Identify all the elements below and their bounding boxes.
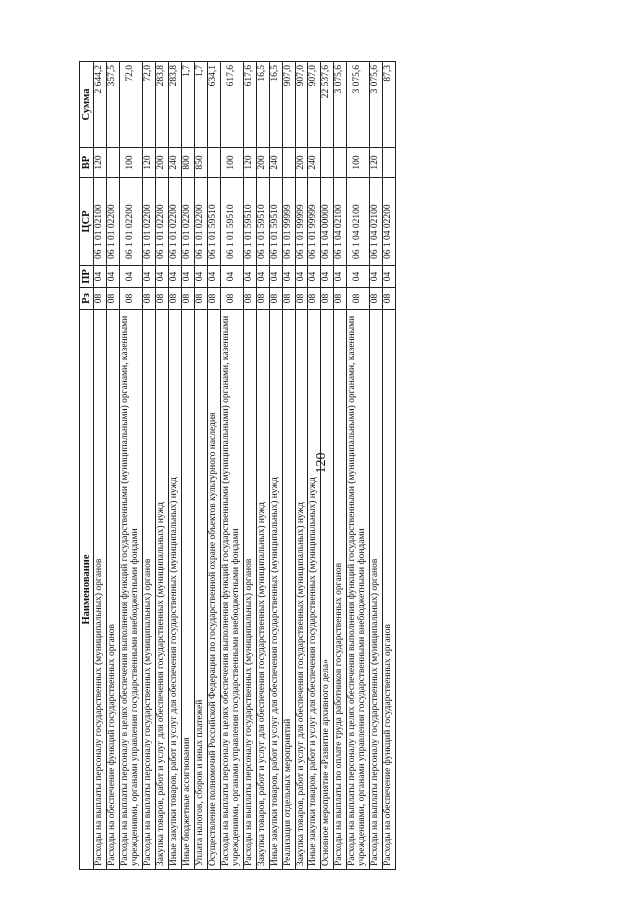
cell-csr: 06 1 04 02100 [334, 178, 347, 266]
cell-csr: 06 1 01 99999 [295, 178, 308, 266]
cell-sum: 283,8 [155, 62, 168, 148]
header-pr: ПР [80, 266, 94, 288]
cell-pr: 04 [295, 266, 308, 288]
cell-vr [321, 148, 334, 178]
table-row [155, 62, 168, 870]
cell-csr: 06 1 01 02200 [119, 178, 142, 266]
cell-vr: 120 [370, 148, 383, 178]
table-header-row [80, 62, 94, 870]
cell-name: Расходы на обеспечение функций государственных органов [383, 310, 396, 870]
cell-rz: 08 [168, 288, 181, 310]
cell-csr: 06 1 01 02200 [181, 178, 194, 266]
cell-pr: 04 [321, 266, 334, 288]
cell-rz: 08 [282, 288, 295, 310]
table-row [321, 62, 334, 870]
cell-vr: 120 [94, 148, 107, 178]
cell-pr: 04 [370, 266, 383, 288]
cell-name: Иные бюджетные ассигнования [181, 310, 194, 870]
cell-sum: 907,0 [282, 62, 295, 148]
cell-rz: 08 [269, 288, 282, 310]
cell-csr: 06 1 01 02200 [194, 178, 207, 266]
cell-sum: 907,0 [295, 62, 308, 148]
cell-csr: 06 1 01 02200 [142, 178, 155, 266]
cell-vr: 240 [269, 148, 282, 178]
cell-vr [207, 148, 220, 178]
cell-pr: 04 [347, 266, 370, 288]
cell-csr: 06 1 04 02200 [383, 178, 396, 266]
table-row [168, 62, 181, 870]
cell-rz: 08 [256, 288, 269, 310]
cell-sum: 3 075,6 [347, 62, 370, 148]
cell-rz: 08 [334, 288, 347, 310]
table-row [181, 62, 194, 870]
header-vr: ВР [80, 148, 94, 178]
cell-pr: 04 [142, 266, 155, 288]
table-row [220, 62, 243, 870]
cell-pr: 04 [256, 266, 269, 288]
cell-rz: 08 [347, 288, 370, 310]
cell-csr: 06 1 01 59510 [269, 178, 282, 266]
cell-name: Расходы на выплаты персоналу государственных (муниципальных) органов [370, 310, 383, 870]
table-row [334, 62, 347, 870]
cell-name: Расходы на выплаты персоналу государственных (муниципальных) органов [142, 310, 155, 870]
table-row [106, 62, 119, 870]
table-row [207, 62, 220, 870]
cell-vr: 200 [155, 148, 168, 178]
cell-pr: 04 [155, 266, 168, 288]
cell-name: Иные закупки товаров, работ и услуг для обеспечения государственных (муниципальных) нужд [269, 310, 282, 870]
cell-csr: 06 1 01 02100 [94, 178, 107, 266]
cell-sum: 1,7 [181, 62, 194, 148]
cell-rz: 08 [295, 288, 308, 310]
header-sum: Сумма [80, 62, 94, 148]
cell-name: Основное мероприятие «Развитие архивного дела» [321, 310, 334, 870]
table-row [119, 62, 142, 870]
table-row [194, 62, 207, 870]
cell-vr: 240 [308, 148, 321, 178]
cell-name: Иные закупки товаров, работ и услуг для обеспечения государственных (муниципальных) нужд [308, 310, 321, 870]
cell-name: Расходы на выплаты персоналу в целях обеспечения выполнения функций государственными (муниципальными) органами, казенными учреждениями, органами управления государственными внебюджетными фондами [220, 310, 243, 870]
cell-rz: 08 [181, 288, 194, 310]
table-row [243, 62, 256, 870]
cell-vr: 120 [243, 148, 256, 178]
cell-rz: 08 [321, 288, 334, 310]
cell-rz: 08 [194, 288, 207, 310]
cell-sum: 22 537,6 [321, 62, 334, 148]
cell-sum: 1,7 [194, 62, 207, 148]
cell-rz: 08 [220, 288, 243, 310]
cell-name: Закупка товаров, работ и услуг для обеспечения государственных (муниципальных) нужд [155, 310, 168, 870]
cell-name: Расходы на обеспечение функций государственных органов [106, 310, 119, 870]
table-row [282, 62, 295, 870]
cell-csr: 06 1 01 02200 [106, 178, 119, 266]
cell-pr: 04 [106, 266, 119, 288]
cell-name: Уплата налогов, сборов и иных платежей [194, 310, 207, 870]
cell-rz: 08 [370, 288, 383, 310]
cell-vr: 100 [347, 148, 370, 178]
cell-vr: 200 [295, 148, 308, 178]
page-number: 120 [314, 452, 329, 474]
cell-vr: 100 [220, 148, 243, 178]
table-row [256, 62, 269, 870]
table-row [347, 62, 370, 870]
cell-vr: 850 [194, 148, 207, 178]
cell-csr: 06 1 01 59510 [207, 178, 220, 266]
cell-rz: 08 [383, 288, 396, 310]
cell-sum: 283,8 [168, 62, 181, 148]
cell-pr: 04 [282, 266, 295, 288]
cell-csr: 06 1 01 59510 [220, 178, 243, 266]
cell-pr: 04 [220, 266, 243, 288]
cell-rz: 08 [94, 288, 107, 310]
cell-sum: 2 644,2 [94, 62, 107, 148]
cell-pr: 04 [168, 266, 181, 288]
cell-name: Расходы на выплаты персоналу в целях обеспечения выполнения функций государственными (муниципальными) органами, казенными учреждениями, органами управления государственными внебюджетными фондами [119, 310, 142, 870]
cell-rz: 08 [243, 288, 256, 310]
cell-pr: 04 [269, 266, 282, 288]
header-csr: ЦСР [80, 178, 94, 266]
cell-csr: 06 1 04 00000 [321, 178, 334, 266]
cell-name: Закупка товаров, работ и услуг для обеспечения государственных (муниципальных) нужд [295, 310, 308, 870]
cell-vr: 240 [168, 148, 181, 178]
cell-sum: 634,1 [207, 62, 220, 148]
cell-name: Расходы на выплаты персоналу в целях обеспечения выполнения функций государственными (муниципальными) органами, казенными учреждениями, органами управления государственными внебюджетными фондами [347, 310, 370, 870]
table-row [308, 62, 321, 870]
cell-csr: 06 1 01 99999 [308, 178, 321, 266]
cell-csr: 06 1 01 59510 [256, 178, 269, 266]
table-row [269, 62, 282, 870]
cell-name: Реализация отдельных мероприятий [282, 310, 295, 870]
cell-sum: 357,5 [106, 62, 119, 148]
cell-name: Иные закупки товаров, работ и услуг для обеспечения государственных (муниципальных) нужд [168, 310, 181, 870]
cell-vr: 800 [181, 148, 194, 178]
cell-name: Расходы на выплаты по оплате труда работников государственных органов [334, 310, 347, 870]
cell-pr: 04 [383, 266, 396, 288]
cell-csr: 06 1 01 59510 [243, 178, 256, 266]
cell-name: Осуществление полномочий Российской Федерации по государственной охране объектов культурного наследия [207, 310, 220, 870]
cell-sum: 907,0 [308, 62, 321, 148]
table-row [383, 62, 396, 870]
cell-sum: 87,3 [383, 62, 396, 148]
cell-pr: 04 [181, 266, 194, 288]
cell-vr [334, 148, 347, 178]
header-name: Наименование [80, 310, 94, 870]
cell-vr [282, 148, 295, 178]
table-body [94, 62, 396, 870]
budget-table [79, 61, 396, 870]
cell-sum: 3 075,6 [334, 62, 347, 148]
cell-pr: 04 [334, 266, 347, 288]
table-row [94, 62, 107, 870]
cell-pr: 04 [207, 266, 220, 288]
cell-name: Расходы на выплаты персоналу государственных (муниципальных) органов [243, 310, 256, 870]
cell-sum: 72,0 [142, 62, 155, 148]
table-row [295, 62, 308, 870]
cell-sum: 617,6 [243, 62, 256, 148]
cell-vr [106, 148, 119, 178]
cell-rz: 08 [308, 288, 321, 310]
header-rz: Рз [80, 288, 94, 310]
cell-name: Закупка товаров, работ и услуг для обеспечения государственных (муниципальных) нужд [256, 310, 269, 870]
cell-csr: 06 1 01 02200 [155, 178, 168, 266]
cell-csr: 06 1 01 99999 [282, 178, 295, 266]
cell-sum: 16,5 [256, 62, 269, 148]
cell-sum: 617,6 [220, 62, 243, 148]
cell-rz: 08 [155, 288, 168, 310]
cell-csr: 06 1 01 02200 [168, 178, 181, 266]
cell-rz: 08 [119, 288, 142, 310]
cell-pr: 04 [308, 266, 321, 288]
cell-vr: 120 [142, 148, 155, 178]
cell-rz: 08 [142, 288, 155, 310]
cell-sum: 3 075,6 [370, 62, 383, 148]
table-row [370, 62, 383, 870]
cell-vr: 200 [256, 148, 269, 178]
cell-pr: 04 [94, 266, 107, 288]
cell-rz: 08 [106, 288, 119, 310]
cell-sum: 72,0 [119, 62, 142, 148]
cell-csr: 06 1 04 02100 [347, 178, 370, 266]
cell-pr: 04 [243, 266, 256, 288]
table-row [142, 62, 155, 870]
cell-name: Расходы на выплаты персоналу государственных (муниципальных) органов [94, 310, 107, 870]
cell-pr: 04 [194, 266, 207, 288]
cell-pr: 04 [119, 266, 142, 288]
rotated-page-content [79, 62, 569, 870]
cell-rz: 08 [207, 288, 220, 310]
cell-sum: 16,5 [269, 62, 282, 148]
cell-vr [383, 148, 396, 178]
cell-csr: 06 1 04 02100 [370, 178, 383, 266]
cell-vr: 100 [119, 148, 142, 178]
